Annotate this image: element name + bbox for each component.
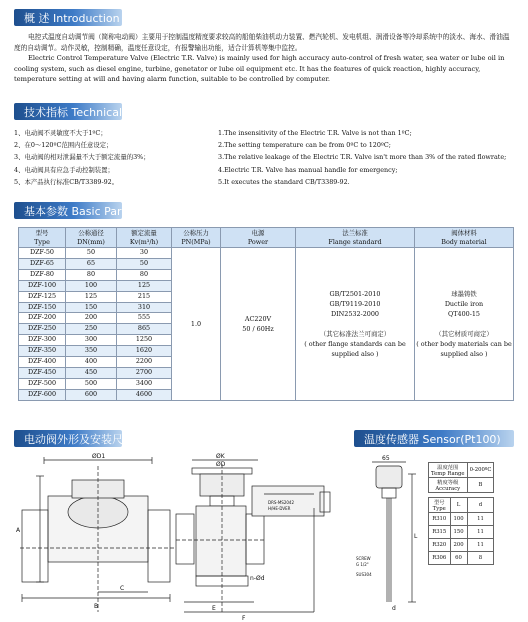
tech-item-en: 3.The relative leakage of the Electric T.R. Valve isn't more than 3% of the rated flowrate; [218, 153, 507, 162]
basic-parameters-table [18, 227, 514, 401]
cell-type: DZF-200 [19, 313, 66, 324]
cell-type: DZF-400 [19, 357, 66, 368]
label-dd: ØD [216, 461, 226, 468]
label-f: F [242, 615, 246, 620]
section-sensor-header [354, 430, 524, 447]
intro-en: Electric Control Temperature Valve (Electric T.R. Valve) is mainly used for high accuracy auto-control of fresh water, sea water or lube oil in cooling system, such as diesel engine, turbine, genetator or lube oil equipment etc. It has the features of quick reaction, highly accuracy, temperature setting at will and having alarm function, suitable to be controlled by computer. [14, 54, 505, 83]
cell-pn: 1.0 [172, 248, 221, 401]
sensor-head-row: 型号 Type L d [429, 498, 494, 513]
sensor-table [428, 462, 494, 565]
cell-type: DZF-50 [19, 248, 66, 259]
sensor-drawing [352, 452, 428, 620]
cell-type: DZF-125 [19, 291, 66, 302]
section-intro-header [14, 9, 254, 26]
cell-material: 球墨铸铁 Ductile iron QT400-15 （其它材质可商定） ( other body materials can be supplied also ) [415, 248, 514, 401]
cell-dn: 150 [66, 302, 117, 313]
cell-kv: 30 [117, 248, 172, 259]
cell-type: DZF-100 [19, 280, 66, 291]
section-basic-header [14, 202, 274, 219]
cell-type: DZF-450 [19, 367, 66, 378]
tech-item-en: 1.The insensitivity of the Electric T.R. Valve is not than 1ºC; [218, 129, 412, 137]
cell-dn: 350 [66, 346, 117, 357]
cell-type: DZF-300 [19, 335, 66, 346]
sensor-material: SUS304 [356, 572, 372, 577]
cell-flange: GB/T2501-2010 GB/T9119-2010 DIN2532-2000 （其它标准法兰可商定） ( other flange standards can be supplied also ) [296, 248, 415, 401]
cell-type: DZF-500 [19, 378, 66, 389]
col-pn: 公称压力 PN(MPa) [172, 228, 221, 248]
col-flange: 法兰标准 Flange standard [296, 228, 415, 248]
label-nd: n-Ød [250, 575, 265, 582]
tech-list-cn [14, 127, 150, 188]
cell-power: AC220V 50 / 60Hz [221, 248, 296, 401]
cell-type: DZF-150 [19, 302, 66, 313]
label-e: E [212, 605, 216, 612]
sensor-label-d: d [392, 605, 396, 612]
cell-kv: 50 [117, 258, 172, 269]
cell-dn: 100 [66, 280, 117, 291]
cell-dn: 250 [66, 324, 117, 335]
section-tech-header [14, 103, 274, 120]
cell-kv: 4600 [117, 389, 172, 400]
label-d1: ØD1 [92, 453, 106, 460]
cell-dn: 400 [66, 357, 117, 368]
cell-type: DZF-65 [19, 258, 66, 269]
cell-type: DZF-250 [19, 324, 66, 335]
tech-item-cn: 4、电动阀具有应急手动控制装置； [14, 165, 114, 174]
cell-dn: 80 [66, 269, 117, 280]
cell-type: DZF-350 [19, 346, 66, 357]
section-sensor-title: 温度传感器 Sensor(Pt100) [364, 432, 501, 446]
tech-item-cn: 5、本产品执行标准CB/T3389-92。 [14, 177, 119, 186]
cell-dn: 200 [66, 313, 117, 324]
cell-kv: 555 [117, 313, 172, 324]
cell-kv: 2700 [117, 367, 172, 378]
sensor-screw: SCREW [356, 556, 371, 561]
cell-kv: 125 [117, 280, 172, 291]
sensor-spec-row: 温度范围 Temp Range 0-200ºC [429, 463, 494, 478]
cell-dn: 65 [66, 258, 117, 269]
table-row [19, 248, 514, 259]
col-type: 型号 Type [19, 228, 66, 248]
cell-kv: 215 [117, 291, 172, 302]
cell-kv: 865 [117, 324, 172, 335]
cell-type: DZF-600 [19, 389, 66, 400]
label-c: C [120, 585, 125, 592]
section-basic-title: 基本参数 Basic Parameters [24, 204, 168, 218]
sensor-spec-row: 精度等级 Accuracy B [429, 478, 494, 493]
sensor-label-l: L [414, 533, 418, 540]
col-power: 电源 Power [221, 228, 296, 248]
cell-dn: 450 [66, 367, 117, 378]
cell-dn: 125 [66, 291, 117, 302]
sensor-row: R320 200 11 [429, 539, 494, 552]
intro-cn: 电控式温度自动调节阀（简称电动阀）主要用于控制温度精度要求较高的船舶柴油机动力装置、燃汽轮机、发电机组、润滑设备等冷却系统中的淡水、海水、滑油温度的自动调节。动作灵敏，控制精确，温度任意设定，有报警输出功能，适合计算机等集中监控。 [14, 33, 510, 52]
motor-text-1: DRS-MS2042 [268, 500, 295, 505]
cell-dn: 300 [66, 335, 117, 346]
label-k: ØK [216, 453, 225, 460]
cell-kv: 310 [117, 302, 172, 313]
tech-item-cn: 1、电动阀不灵敏度不大于1ºC； [14, 129, 107, 137]
cell-dn: 500 [66, 378, 117, 389]
motor-text-2: H/HE-DVER [268, 506, 291, 511]
tech-item-en: 4.Electric T.R. Valve has manual handle for emergency; [218, 165, 398, 174]
cell-kv: 2200 [117, 357, 172, 368]
sensor-row: R306 60 8 [429, 552, 494, 565]
valve-outline-drawing [14, 452, 344, 620]
cell-kv: 3400 [117, 378, 172, 389]
cell-type: DZF-80 [19, 269, 66, 280]
sensor-row: R310 100 11 [429, 513, 494, 526]
tech-item-en: 2.The setting temperature can be from 0ºC to 120ºC; [218, 141, 391, 150]
intro-text [14, 32, 514, 85]
label-a: A [16, 527, 21, 534]
section-outline-title: 电动阀外形及安装尺寸 Outline and sizes [24, 432, 233, 446]
col-dn: 公称通径 DN(mm) [66, 228, 117, 248]
tech-item-cn: 3、电动阀的相对泄漏量不大于额定流量的3%； [14, 153, 150, 162]
tech-item-cn: 2、在0～120ºC范围内任意设定； [14, 141, 113, 150]
section-tech-title: 技术指标 Technical Parameters [24, 105, 189, 119]
cell-dn: 600 [66, 389, 117, 400]
label-b: B [94, 603, 99, 610]
section-outline-header [14, 430, 274, 447]
col-material: 阀体材料 Body material [415, 228, 514, 248]
sensor-head-dim: 65 [382, 455, 390, 462]
cell-dn: 50 [66, 248, 117, 259]
sensor-row: R315 150 11 [429, 526, 494, 539]
cell-kv: 1250 [117, 335, 172, 346]
cell-kv: 80 [117, 269, 172, 280]
cell-kv: 1620 [117, 346, 172, 357]
table-header-row [19, 228, 514, 248]
tech-item-en: 5.It executes the standard CB/T3389-92. [218, 177, 350, 186]
sensor-thread: G 1/2" [356, 562, 369, 567]
col-kv: 额定流量 Kv(m³/h) [117, 228, 172, 248]
tech-list-en [218, 127, 506, 188]
section-intro-title: 概 述 Introduction [24, 11, 120, 25]
